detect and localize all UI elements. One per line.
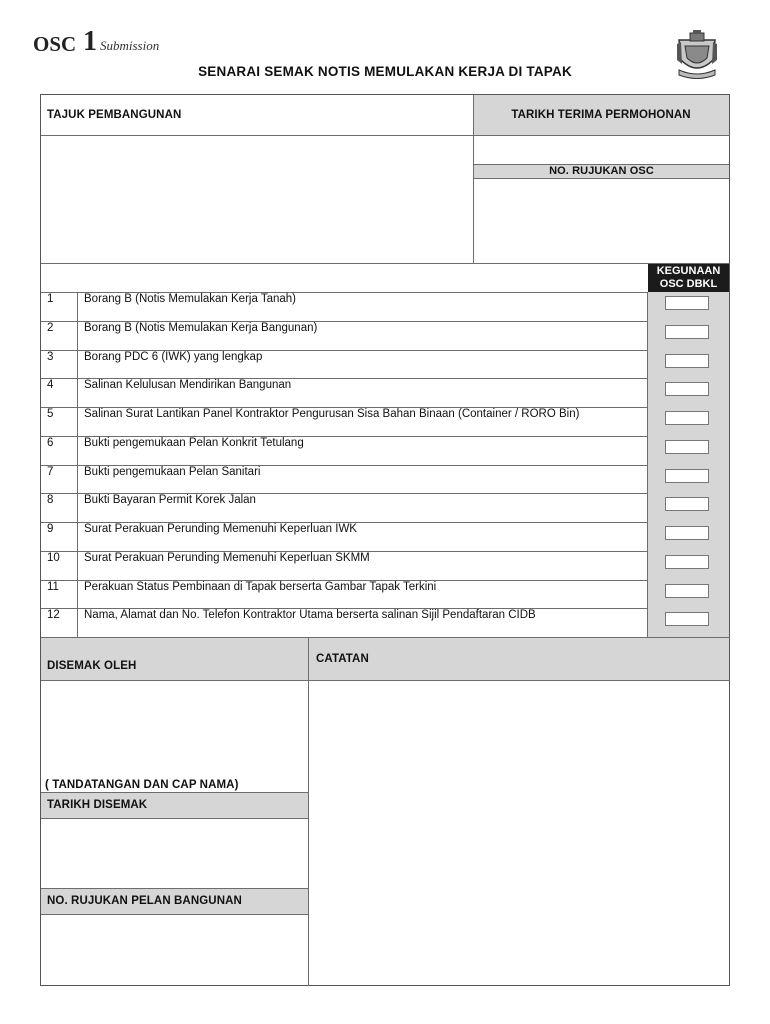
tajuk-pembangunan-field[interactable] bbox=[41, 136, 473, 263]
item-text: Surat Perakuan Perunding Memenuhi Keperluan IWK bbox=[84, 523, 357, 535]
item-number: 3 bbox=[47, 351, 54, 363]
logo-script: Submission bbox=[100, 38, 160, 53]
item-number: 12 bbox=[47, 609, 60, 621]
checklist-row bbox=[41, 407, 648, 436]
item-text: Salinan Kelulusan Mendirikan Bangunan bbox=[84, 379, 292, 391]
item-number: 11 bbox=[47, 581, 59, 593]
kegunaan-line1: KEGUNAAN bbox=[656, 265, 721, 277]
logo-main: OSC bbox=[33, 32, 77, 56]
signature-area[interactable] bbox=[41, 681, 308, 777]
item-number: 5 bbox=[47, 408, 54, 420]
item-text: Bukti pengemukaan Pelan Konkrit Tetulang bbox=[84, 437, 304, 449]
disemak-oleh-header-bg bbox=[41, 638, 308, 680]
check-box[interactable] bbox=[665, 469, 709, 483]
check-box[interactable] bbox=[665, 354, 709, 368]
checklist-row bbox=[41, 608, 648, 637]
check-box[interactable] bbox=[665, 555, 709, 569]
item-text: Nama, Alamat dan No. Telefon Kontraktor Utama berserta salinan Sijil Pendaftaran CIDB bbox=[84, 609, 536, 621]
item-number: 10 bbox=[47, 552, 60, 564]
tarikh-terima-field[interactable] bbox=[474, 136, 729, 164]
item-number: 6 bbox=[47, 437, 54, 449]
check-box[interactable] bbox=[665, 612, 709, 626]
kegunaan-line2: OSC DBKL bbox=[659, 278, 718, 290]
checklist-row bbox=[41, 551, 648, 580]
item-number: 1 bbox=[47, 293, 54, 305]
item-text: Salinan Surat Lantikan Panel Kontraktor Pengurusan Sisa Bahan Binaan (Container / RORO Bin) bbox=[84, 408, 580, 420]
checklist-row bbox=[41, 436, 648, 465]
no-rujukan-pelan-field[interactable] bbox=[41, 915, 308, 985]
disemak-oleh-label: DISEMAK OLEH bbox=[47, 660, 137, 672]
tarikh-disemak-label: TARIKH DISEMAK bbox=[47, 799, 148, 811]
checklist-row bbox=[41, 493, 648, 522]
checklist-row bbox=[41, 522, 648, 551]
check-box[interactable] bbox=[665, 584, 709, 598]
item-text: Borang B (Notis Memulakan Kerja Bangunan) bbox=[84, 322, 318, 334]
osc-logo bbox=[33, 26, 173, 60]
kegunaan-header bbox=[648, 264, 729, 292]
check-box[interactable] bbox=[665, 497, 709, 511]
tajuk-pembangunan-label: TAJUK PEMBANGUNAN bbox=[47, 109, 182, 121]
check-box[interactable] bbox=[665, 440, 709, 454]
catatan-header-bg bbox=[309, 638, 729, 680]
check-box[interactable] bbox=[665, 382, 709, 396]
item-text: Bukti Bayaran Permit Korek Jalan bbox=[84, 494, 256, 506]
no-rujukan-osc-label: NO. RUJUKAN OSC bbox=[549, 165, 654, 177]
item-number: 9 bbox=[47, 523, 54, 535]
item-number: 7 bbox=[47, 466, 54, 478]
no-rujukan-osc-field[interactable] bbox=[474, 179, 729, 263]
check-box[interactable] bbox=[665, 296, 709, 310]
item-text: Surat Perakuan Perunding Memenuhi Keperluan SKMM bbox=[84, 552, 370, 564]
checklist-row bbox=[41, 465, 648, 494]
checklist-row bbox=[41, 292, 648, 321]
tarikh-disemak-field[interactable] bbox=[41, 819, 308, 888]
no-rujukan-pelan-label: NO. RUJUKAN PELAN BANGUNAN bbox=[47, 895, 242, 907]
tarikh-terima-label: TARIKH TERIMA PERMOHONAN bbox=[511, 109, 691, 121]
logo-digit: 1 bbox=[83, 26, 97, 57]
checklist-row bbox=[41, 321, 648, 350]
checklist-row bbox=[41, 378, 648, 407]
item-text: Borang PDC 6 (IWK) yang lengkap bbox=[84, 351, 263, 363]
tandatangan-label: ( TANDATANGAN DAN CAP NAMA) bbox=[45, 779, 239, 791]
item-number: 8 bbox=[47, 494, 54, 506]
check-box[interactable] bbox=[665, 325, 709, 339]
item-text: Perakuan Status Pembinaan di Tapak berserta Gambar Tapak Terkini bbox=[84, 581, 437, 593]
checklist-row bbox=[41, 350, 648, 379]
item-number: 2 bbox=[47, 322, 54, 334]
catatan-label: CATATAN bbox=[316, 653, 369, 665]
item-text: Borang B (Notis Memulakan Kerja Tanah) bbox=[84, 293, 297, 305]
page-title: SENARAI SEMAK NOTIS MEMULAKAN KERJA DI TAPAK bbox=[198, 64, 572, 79]
item-text: Bukti pengemukaan Pelan Sanitari bbox=[84, 466, 261, 478]
check-box[interactable] bbox=[665, 526, 709, 540]
checklist-row bbox=[41, 580, 648, 609]
catatan-field[interactable] bbox=[309, 681, 729, 985]
item-number: 4 bbox=[47, 379, 54, 391]
check-box[interactable] bbox=[665, 411, 709, 425]
